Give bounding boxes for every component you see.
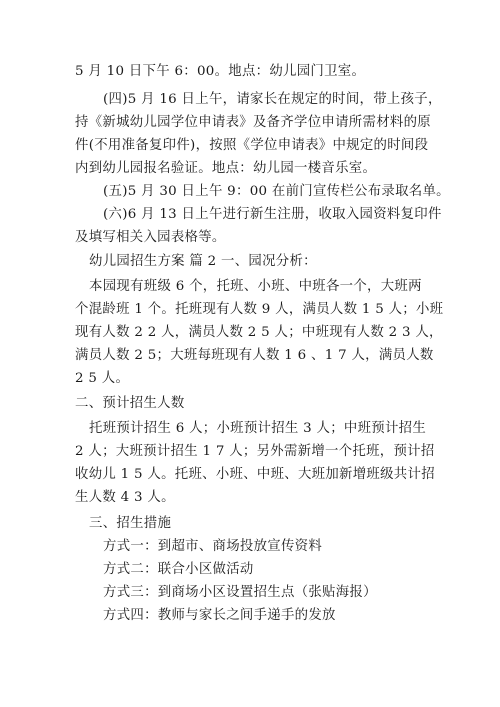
text-line-1: 5 月 10 日下午 6：00。地点：幼儿园门卫室。 <box>75 64 366 79</box>
text-line-19: 生人数 4 3 人。 <box>75 490 175 505</box>
method-3: 方式三：到商场小区设置招生点（张贴海报） <box>103 585 377 600</box>
text-line-7: (六)6 月 13 日上午进行新生注册，收取入园资料复印件 <box>103 207 442 222</box>
text-line-13: 满员人数 2 5；大班每班现有人数 1 6 、1 7 人，满员人数 <box>75 348 434 363</box>
text-line-8: 及填写相关入园表格等。 <box>75 230 226 245</box>
text-line-12: 现有人数 2 2 人，满员人数 2 5 人；中班现有人数 2 3 人， <box>75 325 443 340</box>
text-line-17: 2 人；大班预计招生 1 7 人；另外需新增一个托班，预计招 <box>75 444 435 459</box>
text-line-4: 件(不用准备复印件)，按照《学位申请表》中规定的时间段 <box>75 138 429 153</box>
text-line-2: (四)5 月 16 日上午，请家长在规定的时间，带上孩子， <box>103 92 442 107</box>
text-line-5: 内到幼儿园报名验证。地点：幼儿园一楼音乐室。 <box>75 161 377 176</box>
section-heading-plan-2: 幼儿园招生方案 篇 2 一、园况分析： <box>89 254 317 269</box>
text-line-16: 托班预计招生 6 人；小班预计招生 3 人；中班预计招生 <box>89 421 427 436</box>
section-heading-3: 三、招生措施 <box>89 516 172 531</box>
method-1: 方式一：到超市、商场投放宣传资料 <box>103 539 323 554</box>
text-line-11: 个混龄班 1 个。托班现有人数 9 人，满员人数 1 5 人；小班 <box>75 302 444 317</box>
method-2: 方式二：联合小区做活动 <box>103 562 254 577</box>
text-line-6: (五)5 月 30 日上午 9：00 在前门宣传栏公布录取名单。 <box>103 184 450 199</box>
method-4: 方式四：教师与家长之间手递手的发放 <box>103 608 336 623</box>
text-line-3: 持《新城幼儿园学位申请表》及备齐学位申请所需材料的原 <box>75 115 431 130</box>
section-heading-2: 二、预计招生人数 <box>75 396 185 411</box>
text-line-10: 本园现有班级 6 个，托班、小班、中班各一个，大班两 <box>89 279 422 294</box>
text-line-14: 2 5 人。 <box>75 371 130 386</box>
text-line-18: 收幼儿 1 5 人。托班、小班、中班、大班加新增班级共计招 <box>75 467 435 482</box>
